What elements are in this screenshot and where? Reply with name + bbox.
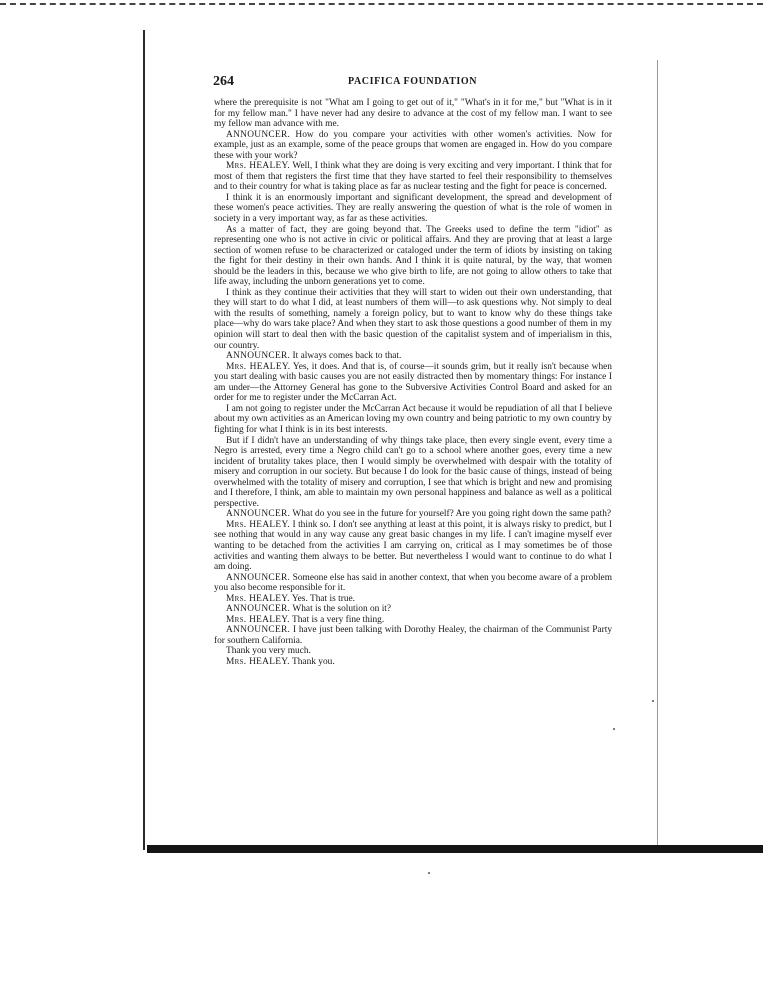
speck (613, 728, 615, 730)
paragraph (214, 573, 612, 594)
speaker-label: Mrs. HEALEY. (226, 361, 291, 372)
page-number: 264 (213, 74, 234, 89)
paragraph (214, 225, 612, 288)
paragraph-text: That is a very fine thing. (292, 614, 385, 625)
paragraph-text: It always comes back to that. (292, 351, 402, 362)
paragraph-text: As a matter of fact, they are going beyond that. The Greeks used to define the term "idiot" as representing one who is not active in civic or political affairs. And they are proving that at least a large section of women refuse to be characterized or cataloged under the term of idiots by insisting on taking the fight for their destiny in their own hands. And I think it is quite natural, by the way, that women should be the leaders in this, because we who give birth to life, are not going to allow others to take that life away, including the unborn generations yet to come. (214, 224, 612, 288)
paragraph (214, 509, 612, 520)
page-gutter (657, 60, 658, 850)
paragraph (214, 130, 612, 162)
paragraph (214, 520, 612, 573)
paragraph (214, 594, 612, 605)
paragraph (214, 615, 612, 626)
paragraph-text: Well, I think what they are doing is very exciting and very important. I think that for most of them that registers the first time that they have started to feel their responsibility to themselves and to their country for what is taking place as far as nuclear testing and the fight for peace is concerned. (214, 161, 612, 193)
paragraph-text: I think as they continue their activities that they will start to widen out their own understanding, that they will start to do what I did, at least numbers of them will—to ask questions why. Not simply to deal with the results of something, namely a foreign policy, but to want to know why do these things take place—why do wars take place? And when they start to ask those questions a good number of them in my opinion will start to deal then with the basic question of the capitalist system and of imperialism in this, our country. (214, 287, 612, 351)
paragraph-text: What is the solution on it? (292, 604, 392, 615)
page-bottom-edge (147, 845, 763, 853)
paragraph-text: I am not going to register under the McCarran Act because it would be repudiation of all that I believe about my own activities as an American loving my own country and being patriotic to my own country by fighting for what I think is in its best interests. (214, 403, 612, 435)
page-left-edge (143, 30, 145, 850)
speck (428, 872, 430, 874)
paragraph-text: I think it is an enormously important and significant development, the spread and development of these women's peace activities. They are really answering the question of what is the role of women in society in a very important way, as far as these activities. (214, 192, 612, 225)
body-text (214, 98, 612, 668)
paragraph (214, 404, 612, 436)
paragraph-text: I have just been talking with Dorothy Healey, the chairman of the Communist Party for southern California. (214, 625, 613, 646)
paragraph-text: Thank you. (292, 656, 335, 667)
speaker-label: ANNOUNCER. (226, 625, 291, 636)
paragraph-text: But if I didn't have an understanding of why things take place, then every single event, every time a Negro is arrested, every time a Negro child can't go to a school where another goes, every time a new incident of brutality takes place, then I would simply be overwhelmed with despair with the totality of misery and corruption in our society. But because I do look for the basic cause of things, instead of being overwhelmed with the totality of misery and corruption, I see that which is bright and new and promising and I therefore, I think, am able to maintain my own personal happiness and balance as well as a political perspective. (214, 435, 612, 509)
speaker-label: Mrs. HEALEY. (226, 614, 290, 625)
running-head: PACIFICA FOUNDATION (348, 76, 478, 87)
paragraph (214, 288, 612, 351)
paragraph (214, 436, 612, 510)
paragraph-text: where the prerequisite is not "What am I going to get out of it," "What's in it for me," but "What is in it for my fellow man." I have never had any desire to advance at the cost of my fellow man. I want to see my fellow man advance with me. (214, 98, 612, 130)
top-border (0, 3, 763, 5)
paragraph-text: How do you compare your activities with other women's activities. Now for example, just as an example, some of the peace groups that women are engaged in. How do you compare these with your work? (214, 129, 612, 161)
paragraph-text: What do you see in the future for yourself? Are you going right down the same path? (292, 509, 612, 520)
speaker-label: ANNOUNCER. (226, 572, 291, 583)
speaker-label: ANNOUNCER. (226, 351, 291, 362)
speaker-label: Mrs. HEALEY. (226, 161, 291, 172)
paragraph-text: Yes, it does. And that is, of course—it sounds grim, but it really isn't because when you start dealing with basic causes you are not easily distracted then by momentary things: For instance I am under—the Attorney General has gone to the Subversive Activities Control Board and asked for an order for me to register under the McCarran Act. (214, 361, 612, 404)
paragraph (214, 657, 612, 668)
paragraph (214, 351, 612, 362)
paragraph (214, 646, 612, 657)
paragraph (214, 193, 612, 225)
speaker-label: ANNOUNCER. (226, 509, 291, 520)
paragraph (214, 362, 612, 404)
paragraph (214, 98, 612, 130)
speaker-label: Mrs. HEALEY. (226, 519, 290, 530)
speck (652, 700, 654, 702)
paragraph-text: Thank you very much. (226, 646, 311, 657)
speaker-label: Mrs. HEALEY. (226, 593, 290, 604)
paragraph-text: Yes. That is true. (291, 593, 356, 604)
paragraph-text: I think so. I don't see anything at least at this point, it is always risky to predict, but I see nothing that would in any way cause any great basic changes in my life. I can't imagine myself ever wanting to be detached from the activities I am carrying on, critical as I may sometimes be of those activities and wanting them always to be better. But nevertheless I would want to continue to do what I am doing. (214, 519, 613, 573)
paragraph-text: Someone else has said in another context, that when you become aware of a problem you also become responsible for it. (214, 572, 613, 594)
paragraph (214, 625, 612, 646)
paragraph (214, 161, 612, 193)
speaker-label: ANNOUNCER. (226, 604, 291, 615)
speaker-label: Mrs. HEALEY. (226, 656, 290, 667)
speaker-label: ANNOUNCER. (226, 129, 291, 140)
paragraph (214, 604, 612, 615)
